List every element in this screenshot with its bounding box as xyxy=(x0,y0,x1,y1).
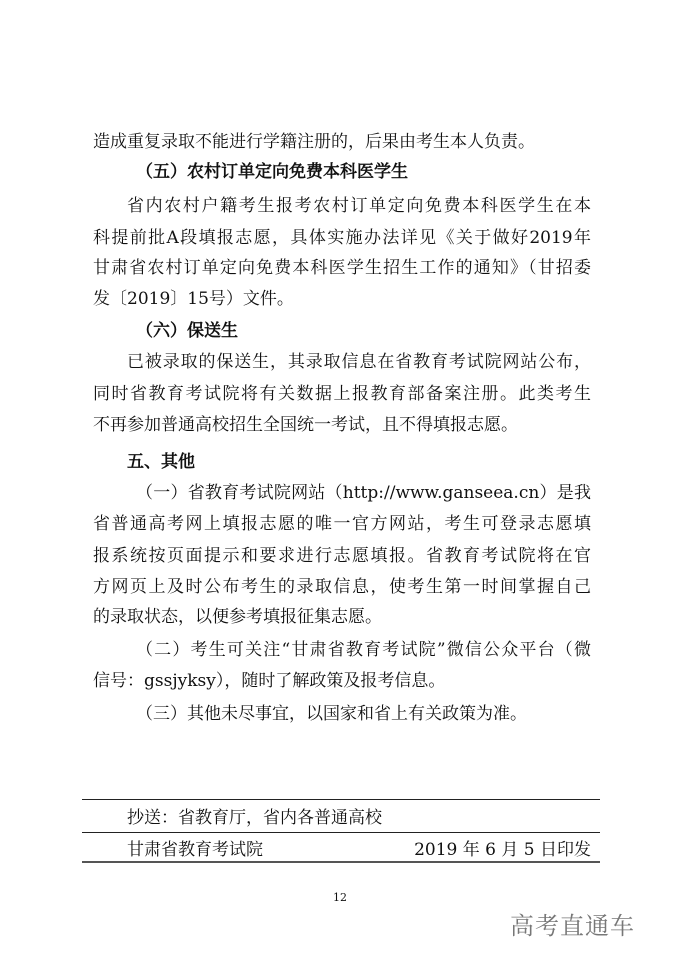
body-line: 甘肃省农村订单定向免费本科医学生招生工作的通知》（甘招委 xyxy=(93,258,591,278)
body-line: （二）考生可关注“甘肃省教育考试院”微信公众平台（微 xyxy=(136,640,591,660)
body-line: 造成重复录取不能进行学籍注册的，后果由考生本人负责。 xyxy=(93,132,535,152)
issuer: 甘肃省教育考试院 xyxy=(127,840,263,860)
body-line: 报系统按页面提示和要求进行志愿填报。省教育考试院将在官 xyxy=(93,546,591,566)
divider xyxy=(82,861,600,863)
body-line: （三）其他未尽事宜，以国家和省上有关政策为准。 xyxy=(136,704,527,724)
section-heading: （五）农村订单定向免费本科医学生 xyxy=(136,162,408,182)
body-line: 不再参加普通高校招生全国统一考试，且不得填报志愿。 xyxy=(93,415,518,435)
issue-date: 2019 年 6 月 5 日印发 xyxy=(414,840,591,860)
body-line: 的录取状态，以便参考填报征集志愿。 xyxy=(93,607,382,627)
page-number: 12 xyxy=(333,891,347,904)
cc-line: 抄送：省教育厅，省内各普通高校 xyxy=(127,808,382,828)
divider xyxy=(82,799,600,800)
body-line: 方网页上及时公布考生的录取信息，使考生第一时间掌握自己 xyxy=(93,577,591,597)
chapter-heading: 五、其他 xyxy=(127,452,195,472)
watermark: 高考直通车 xyxy=(510,912,635,940)
body-line: 同时省教育考试院将有关数据上报教育部备案注册。此类考生 xyxy=(93,384,591,404)
body-line: 信号：gssjyksy），随时了解政策及报考信息。 xyxy=(93,671,446,691)
body-line: 已被录取的保送生，其录取信息在省教育考试院网站公布， xyxy=(127,352,591,372)
body-line: 科提前批A段填报志愿，具体实施办法详见《关于做好2019年 xyxy=(93,228,591,248)
section-heading: （六）保送生 xyxy=(136,321,238,341)
body-line: 省内农村户籍考生报考农村订单定向免费本科医学生在本 xyxy=(127,196,591,216)
body-line: 发〔2019〕15号）文件。 xyxy=(93,289,294,309)
body-line: 省普通高考网上填报志愿的唯一官方网站，考生可登录志愿填 xyxy=(93,514,591,534)
body-line: （一）省教育考试院网站（http://www.ganseea.cn）是我 xyxy=(136,483,591,503)
divider xyxy=(82,832,600,833)
